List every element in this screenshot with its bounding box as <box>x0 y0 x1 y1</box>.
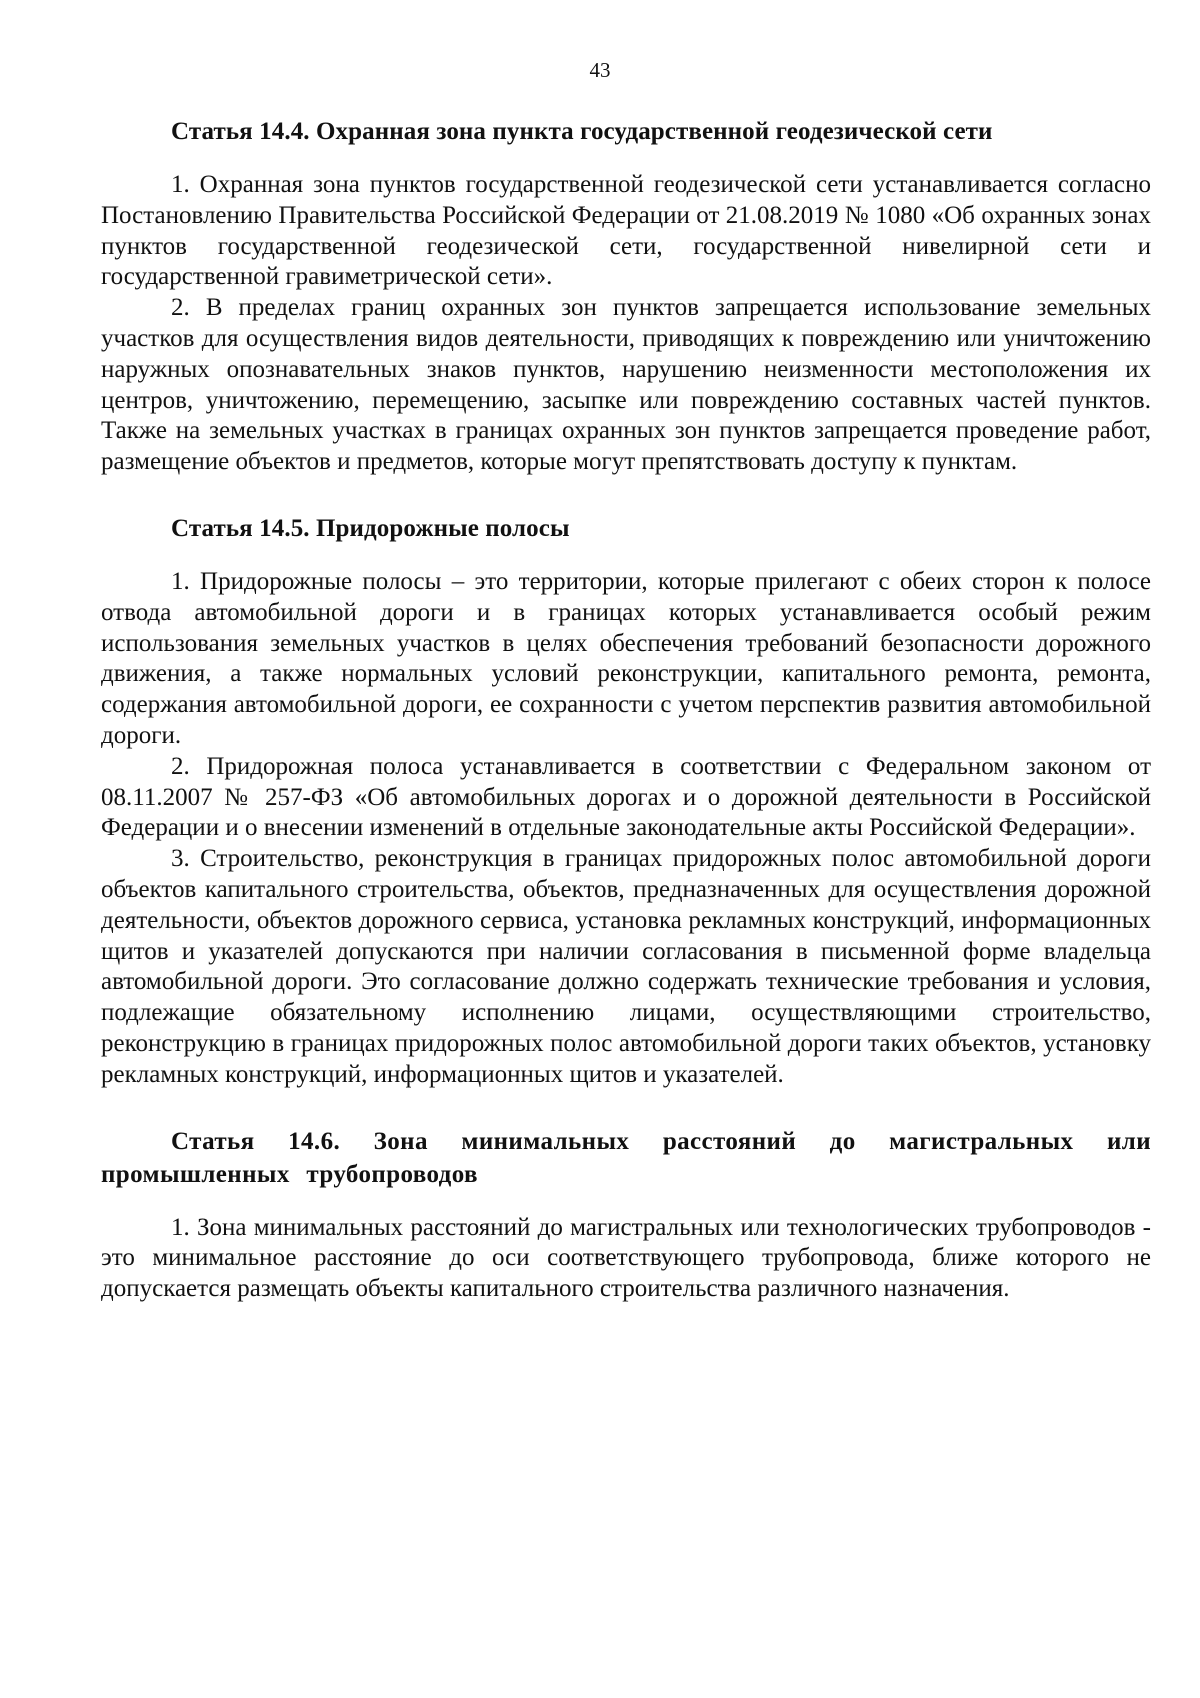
article-title: Статья 14.5. Придорожные полосы <box>171 514 570 542</box>
paragraph: 2. В пределах границ охранных зон пунктов запрещается использование земельных участков для осуществления видов деятельности, приводящих к повреждению или уничтожению наружных опознавательных знаков пунктов, нарушению неизменности местоположения их центров, уничтожению, перемещению, засыпке или повреждению составных частей пунктов. Также на земельных участках в границах охранных зон пунктов запрещается проведение работ, размещение объектов и предметов, которые могут препятствовать доступу к пунктам. <box>101 294 1151 476</box>
paragraph: 1. Придорожные полосы – это территории, которые прилегают с обеих сторон к полосе отвода автомобильной дороги и в границах которых устанавливается особый режим использования земельных участков в целях обеспечения требований безопасности дорожного движения, а также нормальных условий реконструкции, капитального ремонта, ремонта, содержания автомобильной дороги, ее сохранности с учетом перспектив развития автомобильной дороги. <box>101 567 1151 749</box>
article-14-5 <box>101 512 1151 1091</box>
paragraph: 3. Строительство, реконструкция в границах придорожных полос автомобильной дороги объектов капитального строительства, объектов, предназначенных для осуществления дорожной деятельности, объектов дорожного сервиса, установка рекламных конструкций, информационных щитов и указателей допускаются при наличии согласования в письменной форме владельца автомобильной дороги. Это согласование должно содержать технические требования и условия, подлежащие обязательному исполнению лицами, осуществляющими строительство, реконструкцию в границах придорожных полос автомобильной дороги таких объектов, установку рекламных конструкций, информационных щитов и указателей. <box>101 845 1151 1088</box>
article-title: Статья 14.4. Охранная зона пункта государственной геодезической сети <box>171 118 993 145</box>
article-14-4 <box>101 115 1151 478</box>
article-spacer <box>101 1091 1151 1125</box>
paragraph: 2. Придорожная полоса устанавливается в соответствии с Федеральном законом от 08.11.2007 № 257-ФЗ «Об автомобильных дорогах и о дорожной деятельности в Российской Федерации и о внесении изменений в отдельные законодательные акты Российской Федерации». <box>101 752 1151 842</box>
page-number: 43 <box>589 58 611 82</box>
article-14-6 <box>101 1125 1151 1305</box>
article-title: Статья 14.6. Зона минимальных расстояний до магистральных или промышленных трубопроводов <box>101 1127 1151 1188</box>
document-body <box>101 115 1151 1305</box>
paragraph: 1. Охранная зона пунктов государственной геодезической сети устанавливается согласно Постановлению Правительства Российской Федерации от 21.08.2019 № 1080 «Об охранных зонах пунктов государственной геодезической сети, государственной нивелирной сети и государственной гравиметрической сети». <box>101 171 1151 291</box>
article-spacer <box>101 478 1151 512</box>
paragraph: 1. Зона минимальных расстояний до магистральных или технологических трубопроводов - это минимальное расстояние до оси соответствующего трубопровода, ближе которого не допускается размещать объекты капитального строительства различного назначения. <box>101 1213 1151 1303</box>
